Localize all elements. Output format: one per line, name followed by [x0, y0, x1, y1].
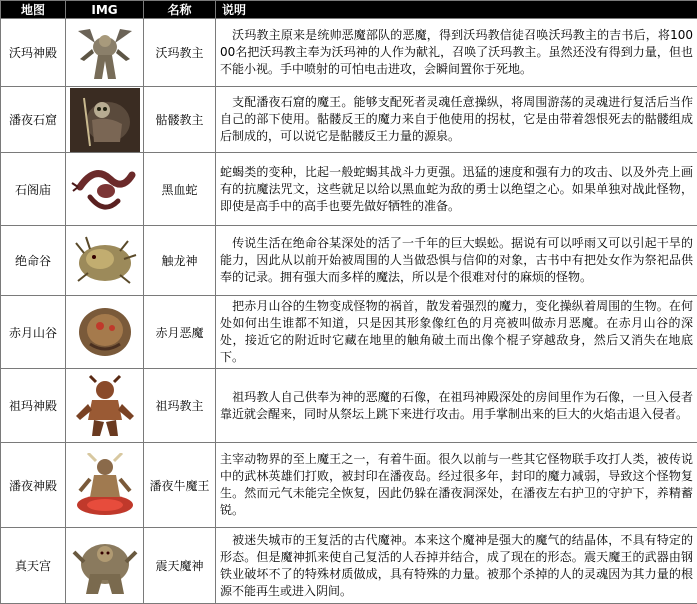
table-row — [1, 87, 697, 153]
header-location: 地图 — [1, 1, 66, 19]
row-name: 潘夜牛魔王 — [144, 443, 216, 528]
row-location: 赤月山谷 — [1, 296, 66, 369]
row-description: 传说生活在绝命谷某深处的活了一千年的巨大蜈蚣。据说有可以呼雨又可以引起干旱的能力，因此从以前开始被周围的人当做恐惧与信仰的对象，古书中有把处女作为祭祀品供奉的记录。拥有强大而多样的魔法，所以是个很难对付的麻烦的怪物。 — [216, 226, 697, 296]
heaven-demon-portrait — [66, 528, 144, 604]
row-description: 沃玛教主原来是统帅恶魔部队的恶魔，得到沃玛教信徒召唤沃玛教主的吉书后，将10000名把沃玛教主奉为沃玛神的人作为献礼，召唤了沃玛教主。虽然还没有得到力量，但也不能小视。手中喷射的可怕电击进攻，会瞬间置你于死地。 — [216, 19, 697, 87]
table-row — [1, 369, 697, 443]
header-desc: 说明 — [216, 1, 697, 19]
skeleton-boss-icon — [70, 88, 140, 152]
red-moon-demon-portrait — [66, 296, 144, 369]
row-name: 骷髅教主 — [144, 87, 216, 153]
row-name: 祖玛教主 — [144, 369, 216, 443]
table-row — [1, 153, 697, 226]
row-name: 沃玛教主 — [144, 19, 216, 87]
row-name: 黑血蛇 — [144, 153, 216, 226]
row-location: 潘夜石窟 — [1, 87, 66, 153]
centipede-portrait — [66, 226, 144, 296]
snake-portrait — [66, 153, 144, 226]
snake-icon — [70, 157, 140, 221]
row-location: 真天宫 — [1, 528, 66, 604]
zuma-boss-icon — [70, 374, 140, 438]
row-name: 震天魔神 — [144, 528, 216, 604]
centipede-icon — [70, 229, 140, 293]
row-description: 祖玛教人自己供奉为神的恶魔的石像，在祖玛神殿深处的房间里作为石像，一旦入侵者靠近就会醒来，同时从祭坛上跳下来进行攻击。用手掌制出来的巨大的火焰击退入侵者。 — [216, 369, 697, 443]
row-description: 把赤月山谷的生物变成怪物的祸首，散发着强烈的魔力，变化操纵着周围的生物。在何处如何出生谁都不知道，只是因其形象像红色的月亮被叫做赤月恶魔。在赤月山谷的深处，接近它的附近时它藏在地里的触角破土而出像个棍子穿越敌身，然后又消失在地底下。 — [216, 296, 697, 369]
row-location: 潘夜神殿 — [1, 443, 66, 528]
table-row — [1, 226, 697, 296]
woma-boss-portrait — [66, 19, 144, 87]
red-moon-demon-icon — [70, 300, 140, 364]
row-location: 绝命谷 — [1, 226, 66, 296]
table-row — [1, 528, 697, 604]
zuma-boss-portrait — [66, 369, 144, 443]
row-description: 主宰动物界的至上魔王之一，有着牛面。很久以前与一些其它怪物联手攻打人类，被传说中的武林英雄们打败，被封印在潘夜岛。经过很多年，封印的魔力减弱，导致这个怪物复生。然而元气未能完全恢复，因此仍躲在潘夜洞深处，在潘夜左右护卫的守护下，养精蓄锐。 — [216, 443, 697, 528]
header-name: 名称 — [144, 1, 216, 19]
table-row — [1, 443, 697, 528]
row-name: 触龙神 — [144, 226, 216, 296]
table-header-row — [1, 1, 697, 19]
row-location: 沃玛神殿 — [1, 19, 66, 87]
row-description: 被迷失城市的王复活的古代魔神。本来这个魔神是强大的魔气的结晶体，不具有特定的形态。但是魔神抓来使自己复活的人吞掉并结合，成了现在的形态。震天魔王的武器由钢铁业破坏不了的特殊材质做成，具有特殊的力量。被那个杀掉的人的灵魂因为其力量的根源不能再生或进入阴间。 — [216, 528, 697, 604]
header-img: IMG — [66, 1, 144, 19]
table-row — [1, 296, 697, 369]
row-location: 祖玛神殿 — [1, 369, 66, 443]
skeleton-boss-portrait — [66, 87, 144, 153]
row-name: 赤月恶魔 — [144, 296, 216, 369]
table-row — [1, 19, 697, 87]
row-description: 支配潘夜石窟的魔王。能够支配死者灵魂任意操纵，将周围游荡的灵魂进行复活后当作自己的部下使用。骷髅反王的魔力来自于他使用的拐杖，它是由带着怨恨死去的骷髅组成后制成的，可以说它是骷髅反王力量的源泉。 — [216, 87, 697, 153]
row-location: 石阁庙 — [1, 153, 66, 226]
woma-boss-icon — [70, 21, 140, 85]
bull-demon-icon — [70, 453, 140, 517]
bull-demon-portrait — [66, 443, 144, 528]
row-description: 蛇蝎类的变种，比起一般蛇蝎其战斗力更强。迅猛的速度和强有力的攻击、以及外壳上画有的抗魔法咒文，这些就足以给以黑血蛇为敌的勇士以绝望之心。如果单独对战此怪物，即使是高手中的高手也要先做好牺牲的准备。 — [216, 153, 697, 226]
